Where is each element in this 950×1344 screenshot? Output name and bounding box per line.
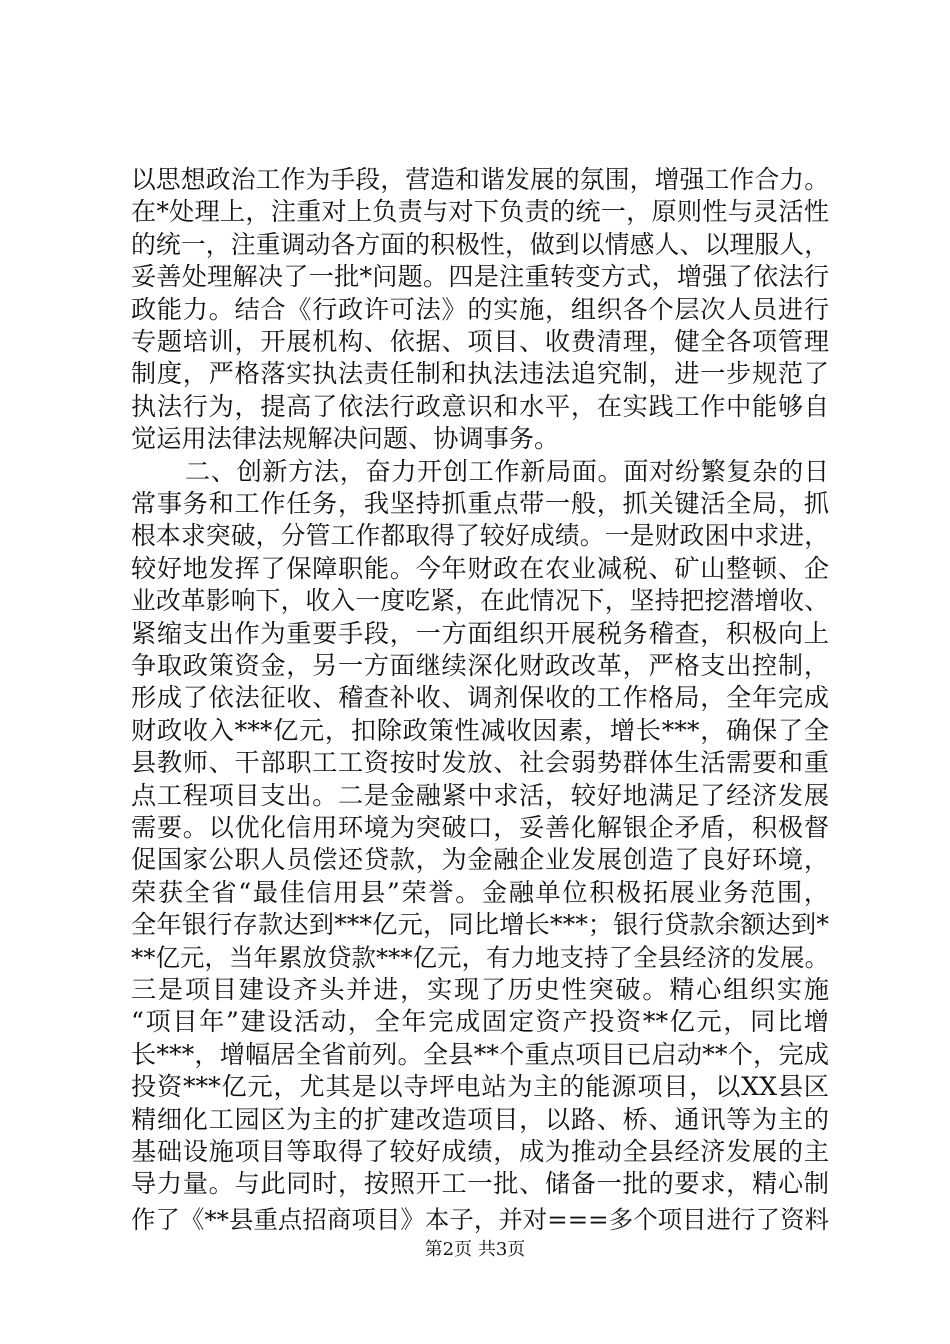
text-line: 财政收入***亿元，扣除政策性减收因素，增长***，确保了全	[131, 715, 829, 745]
text-line: 需要。以优化信用环境为突破口，妥善化解银企矛盾，积极督	[131, 813, 829, 842]
text-line: 制度，严格落实执法责任制和执法违法追究制，进一步规范了	[131, 359, 829, 389]
text-line: 在*处理上，注重对上负责与对下负责的统一，原则性与灵活性	[131, 197, 829, 227]
text-line: 较好地发挥了保障职能。今年财政在农业减税、矿山整顿、企	[131, 553, 829, 583]
text-line: 争取政策资金，另一方面继续深化财政改革，严格支出控制，	[131, 651, 829, 680]
text-line: 县教师、干部职工工资按时发放、社会弱势群体生活需要和重	[131, 748, 829, 778]
text-line: 基础设施项目等取得了较好成绩，成为推动全县经济发展的主	[131, 1137, 829, 1166]
text-line: 执法行为，提高了依法行政意识和水平，在实践工作中能够自	[131, 391, 829, 421]
text-line: 根本求突破，分管工作都取得了较好成绩。一是财政困中求进，	[131, 521, 829, 551]
text-line: 长***，增幅居全省前列。全县**个重点项目已启动**个，完成	[131, 1039, 829, 1069]
text-line: 形成了依法征收、稽查补收、调剂保收的工作格局，全年完成	[131, 683, 829, 713]
page-indicator: 第2页 共3页	[424, 1239, 526, 1260]
text-line: 以思想政治工作为手段，营造和谐发展的氛围，增强工作合力。	[131, 165, 829, 194]
text-line: 全年银行存款达到***亿元，同比增长***；银行贷款余额达到*	[131, 910, 829, 940]
text-line: **亿元，当年累放贷款***亿元，有力地支持了全县经济的发展。	[131, 942, 829, 972]
section-heading-line: 二、创新方法，奋力开创工作新局面。面对纷繁复杂的日	[185, 456, 829, 486]
text-line: 三是项目建设齐头并进，实现了历史性突破。精心组织实施	[131, 975, 829, 1004]
text-line: 紧缩支出作为重要手段，一方面组织开展税务稽查，积极向上	[131, 618, 829, 648]
text-line: 促国家公职人员偿还贷款，为金融企业发展创造了良好环境，	[131, 845, 829, 875]
text-line-last: 作了《**县重点招商项目》本子，并对===多个项目进行了资料	[131, 1205, 829, 1234]
text-line: 投资***亿元，尤其是以寺坪电站为主的能源项目，以XX县区	[131, 1072, 829, 1102]
text-line: “项目年”建设活动，全年完成固定资产投资**亿元，同比增	[131, 1007, 829, 1037]
text-line: 荣获全省“最佳信用县”荣誉。金融单位积极拓展业务范围，	[131, 877, 829, 907]
text-line: 导力量。与此同时，按照开工一批、储备一批的要求，精心制	[131, 1169, 829, 1199]
text-line: 专题培训，开展机构、依据、项目、收费清理，健全各项管理	[131, 327, 829, 356]
text-line: 觉运用法律法规解决问题、协调事务。	[131, 424, 560, 454]
text-line: 业改革影响下，收入一度吃紧，在此情况下，坚持把挖潜增收、	[131, 586, 829, 616]
text-line: 精细化工园区为主的扩建改造项目，以路、桥、通讯等为主的	[131, 1104, 829, 1134]
text-line: 政能力。结合《行政许可法》的实施，组织各个层次人员进行	[131, 294, 829, 324]
text-line: 常事务和工作任务，我坚持抓重点带一般，抓关键活全局，抓	[131, 489, 829, 518]
text-line: 点工程项目支出。二是金融紧中求活，较好地满足了经济发展	[131, 780, 829, 810]
text-line: 妥善处理解决了一批*问题。四是注重转变方式，增强了依法行	[131, 262, 829, 292]
text-line: 的统一，注重调动各方面的积极性，做到以情感人、以理服人，	[131, 229, 829, 259]
